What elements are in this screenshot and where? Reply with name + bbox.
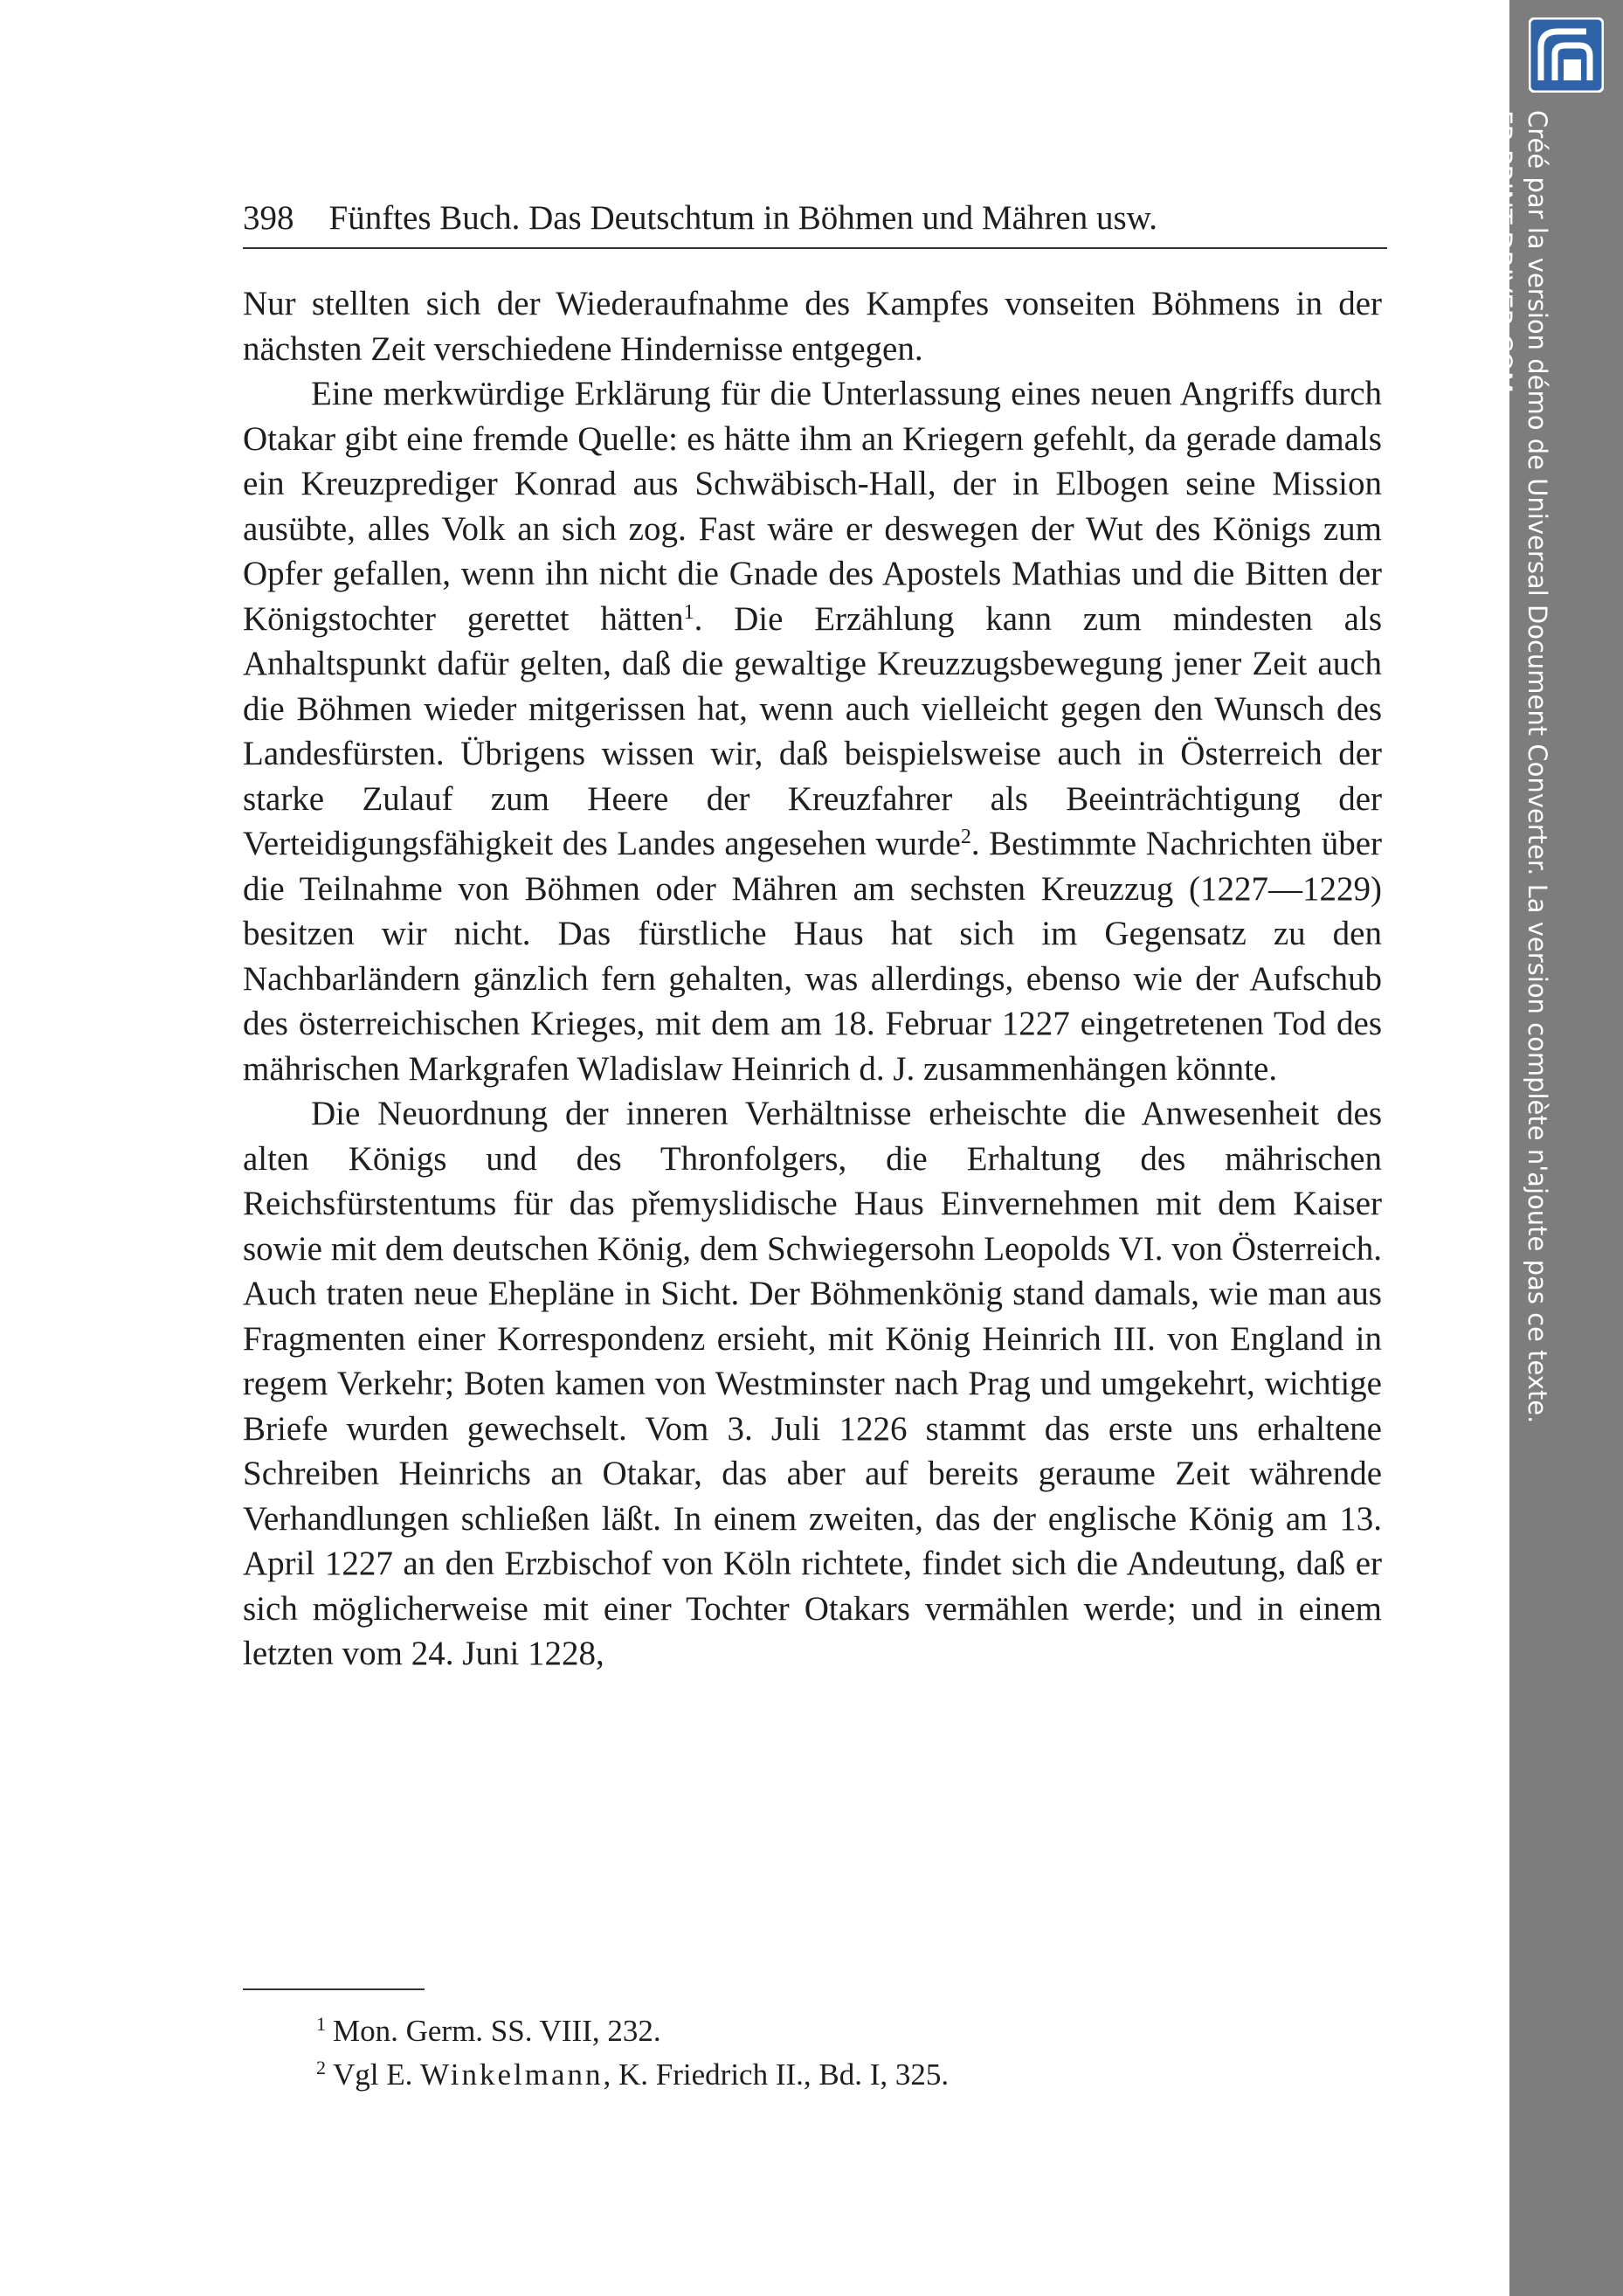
footnote-rule: [243, 1988, 425, 1990]
watermark-line-2: FR.PRINT-DRIVER.COM: [1488, 110, 1517, 394]
paragraph-2-part-b: . Die Erzählung kann zum mindesten als Anhaltspunkt dafür gelten, daß die gewaltige Kreuzzugsbewegung jener Zeit auch die Böhmen wieder mitgerissen hat, wenn auch vielleicht gegen den Wunsch des Landesfürsten. Übrigens wissen wir, daß beispielsweise auch in Österreich der starke Zulauf zum Heere der Kreuzfahrer als Beeinträchtigung der Verteidigungsfähigkeit des Landes angesehen wurde: [243, 599, 1382, 862]
footnote-mark: 2: [316, 2057, 326, 2078]
footnote-text: Mon. Germ. SS. VIII, 232.: [333, 2014, 661, 2048]
footnote-text-end: , K. Friedrich II., Bd. I, 325.: [603, 2057, 950, 2092]
footnote-ref-2: 2: [960, 826, 971, 848]
footnote-ref-1: 1: [683, 600, 694, 624]
running-title: Fünftes Buch. Das Deutschtum in Böhmen und Mähren usw.: [328, 199, 1158, 237]
page-number: 398: [243, 199, 294, 237]
paragraph-3: Die Neuordnung der inneren Verhältnisse erheischte die Anwesenheit des alten Königs und des Thronfolgers, die Erhaltung des mährischen Reichsfürstentums für das přemyslidische Haus Einvernehmen mit dem Kaiser sowie mit dem deutschen König, dem Schwiegersohn Leopolds VI. von Österreich. Auch traten neue Ehepläne in Sicht. Der Böhmenkönig stand damals, wie man aus Fragmenten einer Korrespondenz ersieht, mit König Heinrich III. von England in regem Verkehr; Boten kamen von Westminster nach Prag und umgekehrt, wichtige Briefe wurden gewechselt. Vom 3. Juli 1226 stammt das erste uns erhaltene Schreiben Heinrichs an Otakar, das aber auf bereits geraume Zeit währende Verhandlungen schließen läßt. In einem zweiten, das der englische König am 13. April 1227 an den Erzbischof von Köln richtete, findet sich die Andeutung, daß er sich möglicherweise mit einer Tochter Otakars vermählen werde; und in einem letzten vom 24. Juni 1228,: [243, 1095, 1382, 1672]
paragraph-1: Nur stellten sich der Wiederaufnahme des Kampfes vonseiten Böhmens in der nächsten Zeit verschiedene Hindernisse entgegen.: [243, 285, 1382, 368]
footnote-1: [316, 2009, 1364, 2053]
footnote-text-start: Vgl E.: [333, 2057, 421, 2092]
watermark-sidebar: [1488, 0, 1623, 2296]
paragraph-2-part-a: Eine merkwürdige Erklärung für die Unterlassung eines neuen Angriffs durch Otakar gibt eine fremde Quelle: es hätte ihm an Kriegern gefehlt, da gerade damals ein Kreuzprediger Konrad aus Schwäbisch-Hall, der in Elbogen seine Mission ausübte, alles Volk an sich zog. Fast wäre er deswegen der Wut des Königs zum Opfer gefallen, wenn ihn nicht die Gnade des Apostels Mathias und die Bitten der Königstochter gerettet hätten: [243, 375, 1382, 638]
paragraph-2-part-c: . Bestimmte Nachrichten über die Teilnahme von Böhmen oder Mähren am sechsten Kreuzzug (1227—1229) besitzen wir nicht. Das fürstliche Haus hat sich im Gegensatz zu den Nachbarländern gänzlich fern gehalten, was allerdings, ebenso wie der Aufschub des österreichischen Krieges, mit dem am 18. Februar 1227 eingetretenen Tod des mährischen Markgrafen Wladislaw Heinrich d. J. zusammenhängen könnte.: [243, 825, 1382, 1088]
watermark-line-1: Créé par la version démo de Universal Document Converter. La version complète n'ajoute pas ce texte.: [1523, 110, 1552, 1424]
main-text: [243, 281, 1382, 1677]
footnote-author: Winkelmann: [420, 2057, 604, 2092]
footnotes: [316, 2009, 1364, 2097]
footnote-2: [316, 2053, 1364, 2097]
running-header: [243, 194, 1387, 243]
footnote-mark: 1: [316, 2013, 326, 2035]
header-rule: [243, 247, 1387, 249]
paragraph-2: [243, 371, 1382, 1091]
udc-logo-icon: [1529, 17, 1604, 93]
watermark-text: [1485, 110, 1555, 1423]
